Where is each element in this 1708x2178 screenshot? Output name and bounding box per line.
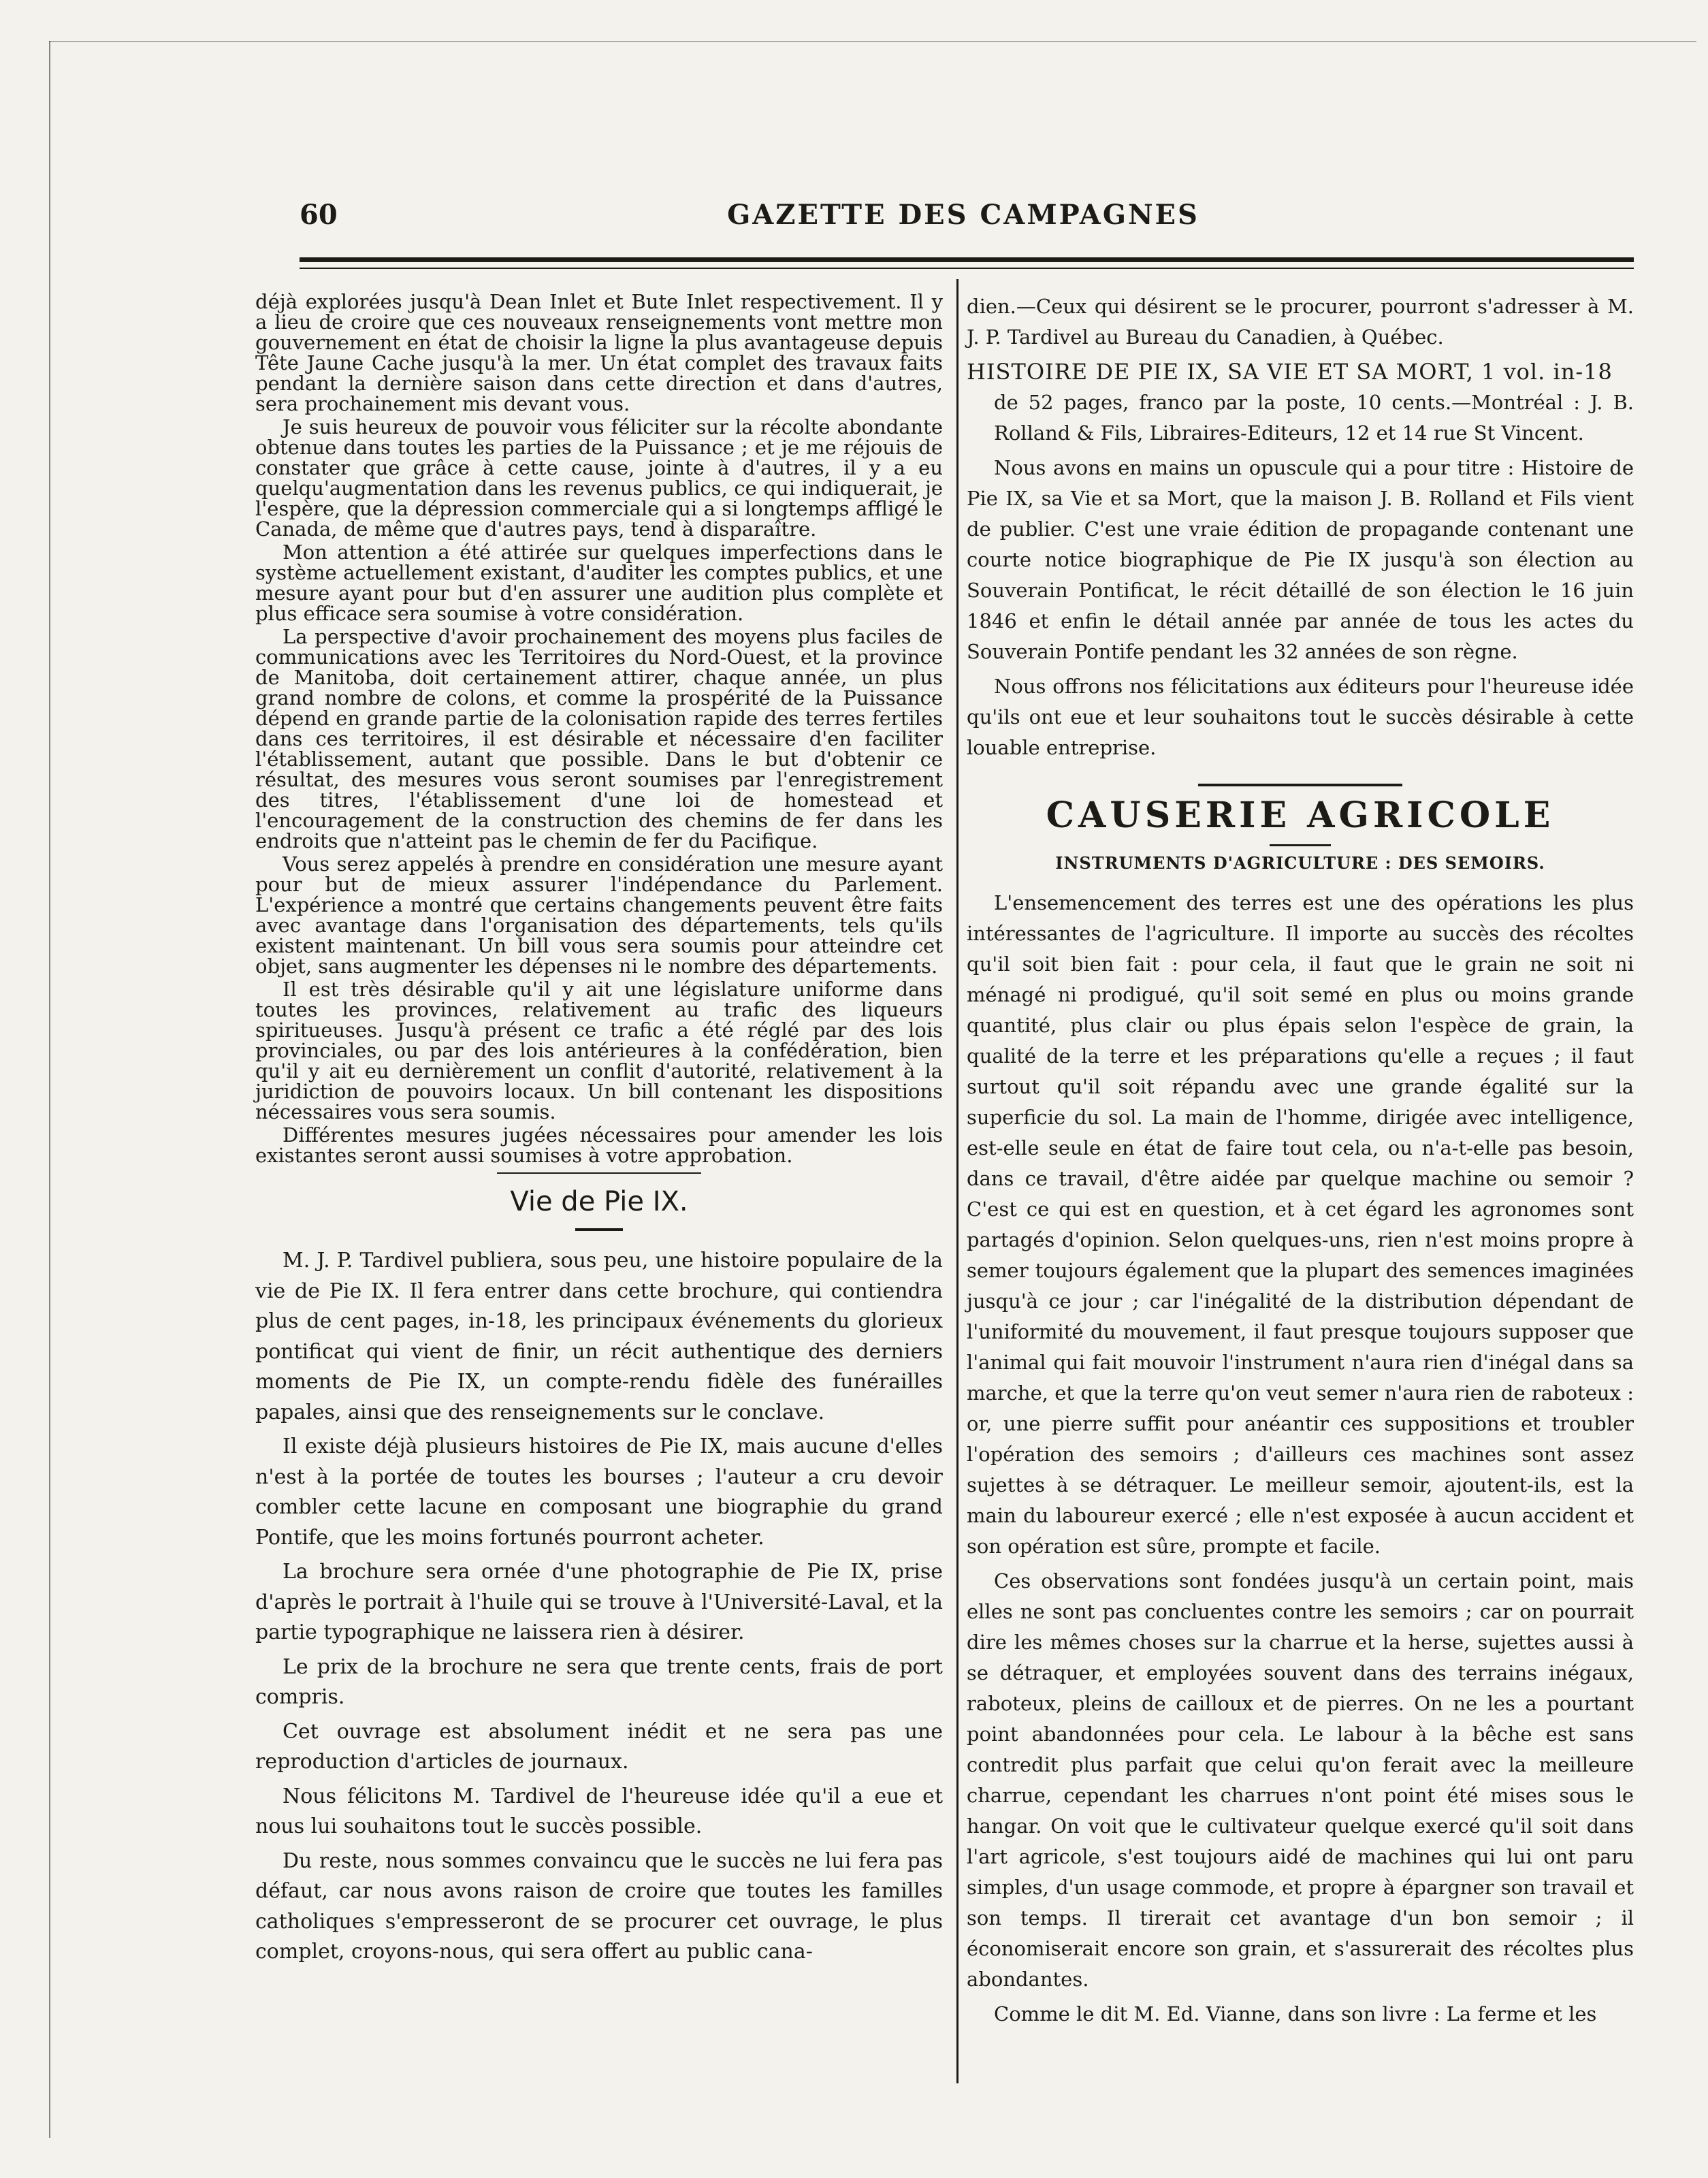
page-edge-left	[49, 41, 50, 2138]
page-edge-top	[49, 41, 1696, 42]
section-title-pie: Vie de Pie IX.	[510, 1186, 688, 1217]
speech-paragraph: Différentes mesures jugées nécessaires pour amender les lois existantes seront aussi soumises à votre approbation.	[255, 1123, 943, 1167]
pie-paragraph: M. J. P. Tardivel publiera, sous peu, une histoire populaire de la vie de Pie IX. Il fera entrer dans cette brochure, qui contiendra plus de cent pages, in-18, les principaux événements du glorieux pontificat qui vient de finir, un récit authentique des derniers moments de Pie IX, un compte-rendu fidèle des funérailles papales, ainsi que des renseignements sur le conclave.	[255, 1249, 943, 1424]
section-dash	[575, 1228, 623, 1231]
page-number: 60	[300, 199, 338, 231]
column-divider	[956, 279, 958, 2083]
page-header	[300, 199, 1627, 240]
section-subtitle: INSTRUMENTS D'AGRICULTURE : DES SEMOIRS.	[1055, 853, 1545, 873]
section-dash	[1270, 844, 1331, 846]
book-info: de 52 pages, franco par la poste, 10 cents.—Montréal : J. B. Rolland & Fils, Libraires-Editeurs, 12 et 14 rue St Vincent.	[994, 391, 1634, 445]
section-title-causerie: CAUSERIE AGRICOLE	[1046, 795, 1555, 836]
pie-paragraph: Il existe déjà plusieurs histoires de Pie IX, mais aucune d'elles n'est à la portée de toutes les bourses ; l'auteur a cru devoir combler cette lacune en composant une biographie du grand Pontife, que les moins fortunés pourront acheter.	[255, 1435, 943, 1550]
speech-paragraph: Je suis heureux de pouvoir vous féliciter sur la récolte abondante obtenue dans toutes les parties de la Puissance ; et je me réjouis de constater que grâce à cette cause, jointe à d'autres, il y a eu quelqu'augmentation dans les revenus publics, ce qui indiquerait, je l'espère, que la dépression commerciale qui a si longtemps affligé le Canada, de même que d'autres pays, tend à disparaître.	[255, 415, 943, 541]
right-column	[967, 291, 1634, 2034]
pie-paragraph: Cet ouvrage est absolument inédit et ne sera pas une reproduction d'articles de journaux.	[255, 1719, 943, 1774]
pie-paragraph: Du reste, nous sommes convaincu que le succès ne lui fera pas défaut, car nous avons raison de croire que toutes les familles catholiques s'empresseront de se procurer cet ouvrage, le plus complet, croyons-nous, qui sera offert au public cana-	[255, 1848, 943, 1964]
causerie-paragraph: Ces observations sont fondées jusqu'à un certain point, mais elles ne sont pas concluentes contre les semoirs ; car on pourrait dire les mêmes choses sur la charrue et la herse, sujettes aussi à se détraquer, et employées souvent dans des terrains inégaux, raboteux, pleins de cailloux et de pierres. On ne les a pourtant point abandonnées pour cela. Le labour à la bêche est sans contredit plus parfait que celui qu'on ferait avec la meilleure charrue, cependant les charrues n'ont point été mises sous le hangar. On voit que le cultivateur quelque exercé qu'il soit dans l'art agricole, s'est toujours aidé de machines qui lui ont paru simples, d'un usage commode, et propre à épargner son travail et son temps. Il tirerait cet avantage d'un bon semoir ; il économiserait encore son grain, et s'assurerait des récoltes plus abondantes.	[967, 1569, 1634, 1991]
review-paragraph: Nous avons en mains un opuscule qui a pour titre : Histoire de Pie IX, sa Vie et sa Mort, que la maison J. B. Rolland et Fils vient de publier. C'est une vraie édition de propagande contenant une courte notice biographique de Pie IX jusqu'à son élection au Souverain Pontificat, le récit détaillé de son élection le 16 juin 1846 et enfin le détail année par année de tous les actes du Souverain Pontife pendant les 32 années de son règne.	[967, 456, 1634, 663]
review-paragraph: Nous offrons nos félicitations aux éditeurs pour l'heureuse idée qu'ils ont eue et leur souhaitons tout le succès désirable à cette louable entreprise.	[967, 675, 1634, 759]
causerie-paragraph: L'ensemencement des terres est une des opérations les plus intéressantes de l'agriculture. Il importe au succès des récoltes qu'il soit bien fait : pour cela, il faut que le grain ne soit ni ménagé ni prodigué, qu'il soit semé en plus ou moins grande quantité, plus clair ou plus épais selon l'espèce de grain, la qualité de la terre et les préparations qu'elle a reçues ; il faut surtout qu'il soit répandu avec une grande égalité sur la superficie du sol. La main de l'homme, dirigée avec intelligence, est-elle seule en état de faire tout cela, ou n'a-t-elle pas besoin, dans ce travail, d'être aidée par quelque machine ou semoir ? C'est ce qui est en question, et à cet égard les agronomes sont partagés d'opinion. Selon quelques-uns, rien n'est moins propre à semer toujours également que la plupart des semences imaginées jusqu'à ce jour ; car l'inégalité de la distribution dépendant de l'uniformité du mouvement, il faut presque toujours supposer que l'animal qui fait mouvoir l'instrument n'aura rien d'inégal dans sa marche, et que la terre qu'on veut semer n'aura rien de raboteux : or, une pierre suffit pour anéantir ces suppositions et troubler l'opération des semoirs ; d'ailleurs ces machines sont assez sujettes à se détraquer. Le meilleur semoir, ajoutent-ils, est la main du laboureur exercé ; elle n'est exposée à aucun accident et son opération est sûre, prompte et facile.	[967, 891, 1634, 1558]
speech-paragraph: Il est très désirable qu'il y ait une législature uniforme dans toutes les provinces, relativement au trafic des liqueurs spiritueuses. Jusqu'à présent ce trafic a été réglé par des lois provinciales, ou par des lois antérieures à la confédération, bien qu'il y ait eu dernièrement un conflit d'autorité, relativement à la juridiction de pouvoirs locaux. Un bill contenant les dispositions nécessaires vous sera soumis.	[255, 978, 943, 1123]
section-rule	[497, 1172, 701, 1174]
causerie-paragraph: Comme le dit M. Ed. Vianne, dans son livre : La ferme et les	[994, 2002, 1597, 2025]
continuation-paragraph: dien.—Ceux qui désirent se le procurer, pourront s'adresser à M. J. P. Tardivel au Bureau du Canadien, à Québec.	[967, 295, 1634, 349]
speech-paragraph: Mon attention a été attirée sur quelques imperfections dans le système actuellement existant, d'auditer les comptes publics, et une mesure ayant pour but d'en assurer une audition plus complète et plus efficace sera soumise à votre considération.	[255, 541, 943, 625]
pie-paragraph: Nous félicitons M. Tardivel de l'heureuse idée qu'il a eue et nous lui souhaitons tout le succès possible.	[255, 1784, 943, 1838]
book-title: HISTOIRE DE PIE IX, SA VIE ET SA MORT, 1 vol. in-18	[967, 359, 1613, 385]
left-column	[255, 291, 943, 1972]
pie-paragraph: La brochure sera ornée d'une photographie de Pie IX, prise d'après le portrait à l'huile qui se trouve à l'Université-Laval, et la partie typographique ne laissera rien à désirer.	[255, 1560, 943, 1644]
section-rule	[1198, 784, 1402, 786]
speech-paragraph: déjà explorées jusqu'à Dean Inlet et Bute Inlet respectivement. Il y a lieu de croire que ces nouveaux renseignements vont mettre mon gouvernement en état de choisir la ligne la plus avantageuse depuis Tête Jaune Cache jusqu'à la mer. Un état complet des travaux faits pendant la dernière saison dans cette direction et dans d'autres, sera prochainement mis devant vous.	[255, 290, 943, 415]
pie-paragraph: Le prix de la brochure ne sera que trente cents, frais de port compris.	[255, 1654, 943, 1709]
header-rule-thick	[300, 257, 1634, 262]
header-rule-thin	[300, 268, 1634, 269]
running-title: GAZETTE DES CAMPAGNES	[727, 199, 1199, 231]
speech-paragraph: Vous serez appelés à prendre en considération une mesure ayant pour but de mieux assurer l'indépendance du Parlement. L'expérience a montré que certains changements peuvent être faits avec avantage dans l'organisation des départements, tels qu'ils existent maintenant. Un bill vous sera soumis pour atteindre cet objet, sans augmenter les dépenses ni le nombre des départements.	[255, 852, 943, 978]
speech-paragraph: La perspective d'avoir prochainement des moyens plus faciles de communications avec les Territoires du Nord-Ouest, et la province de Manitoba, doit certainement attirer, chaque année, un plus grand nombre de colons, et comme la prospérité de la Puissance dépend en grande partie de la colonisation rapide des terres fertiles dans ces territoires, il est désirable et nécessaire d'en faciliter l'établissement, autant que possible. Dans le but d'obtenir ce résultat, des mesures vous seront soumises par l'enregistrement des titres, l'établissement d'une loi de homestead et l'encouragement de la construction des chemins de fer dans les endroits que n'atteint pas le chemin de fer du Pacifique.	[255, 625, 943, 852]
